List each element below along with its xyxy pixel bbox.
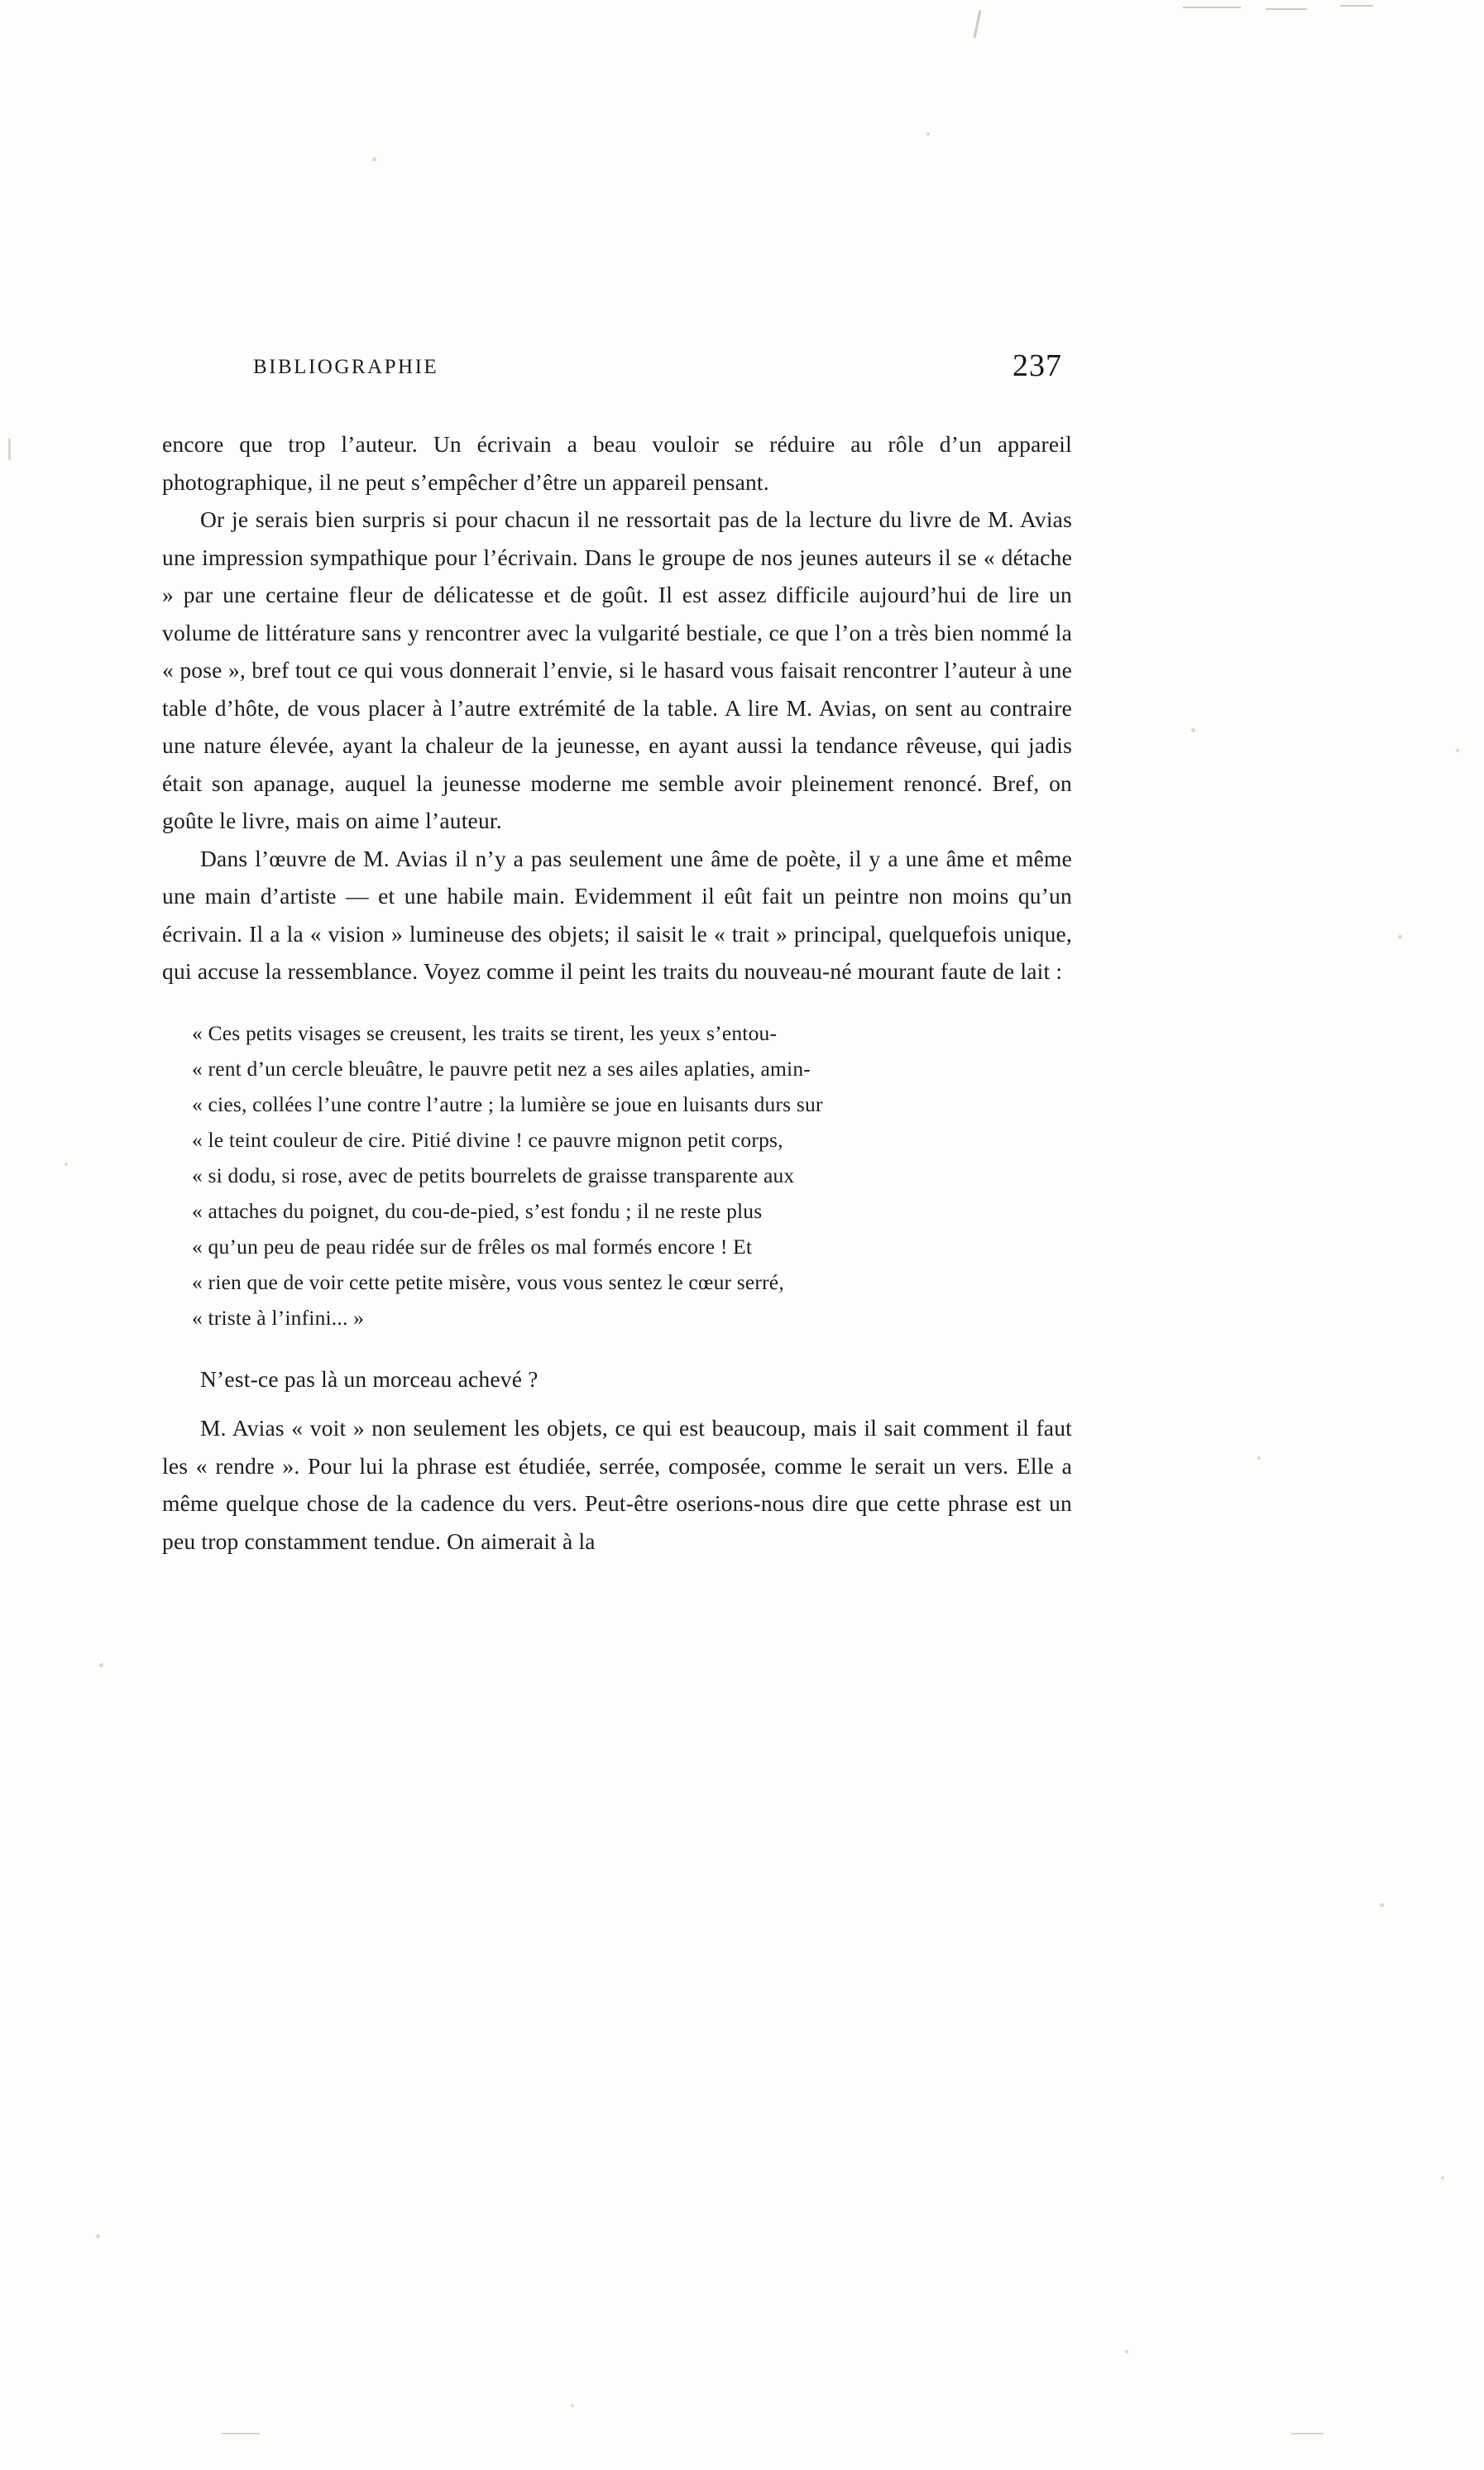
page-header bbox=[162, 348, 1072, 405]
paragraph: encore que trop l’auteur. Un écrivain a beau vouloir se réduire au rôle d’un appareil photographique, il ne peut s’empêcher d’être un appareil pensant. bbox=[162, 431, 1072, 495]
scan-mark bbox=[1266, 8, 1307, 10]
blockquote-line: « cies, collées l’une contre l’autre ; la lumière se joue en luisants durs sur bbox=[192, 1091, 823, 1116]
blockquote-line: « le teint couleur de cire. Pitié divine ! ce pauvre mignon petit corps, bbox=[192, 1127, 783, 1152]
page-edge-line bbox=[1290, 2433, 1324, 2434]
running-head: BIBLIOGRAPHIE bbox=[253, 356, 439, 378]
paragraph-spacer bbox=[162, 1398, 1072, 1409]
speck bbox=[1380, 1903, 1384, 1907]
page-content bbox=[162, 348, 1072, 1560]
blockquote-line: « triste à l’infini... » bbox=[192, 1305, 365, 1330]
page-edge-line bbox=[8, 439, 11, 460]
blockquote-line: « qu’un peu de peau ridée sur de frêles os mal formés encore ! Et bbox=[192, 1234, 753, 1259]
speck bbox=[1398, 935, 1402, 939]
speck bbox=[1257, 1456, 1261, 1460]
speck bbox=[1125, 2350, 1128, 2353]
speck bbox=[1441, 2176, 1444, 2180]
speck bbox=[1191, 728, 1195, 732]
speck bbox=[571, 2404, 574, 2407]
speck bbox=[372, 157, 376, 161]
paragraph: N’est-ce pas là un morceau achevé ? bbox=[200, 1365, 539, 1392]
speck bbox=[65, 1163, 68, 1166]
scan-mark bbox=[1340, 5, 1373, 7]
scan-mark bbox=[1183, 7, 1241, 8]
paragraph: Dans l’œuvre de M. Avias il n’y a pas seulement une âme de poète, il y a une âme et même une main d’artiste — et une habile main. Evidemment il eût fait un peintre non moins qu’un écrivain. Il a la « vision » lumineuse des objets; il saisit le « trait » principal, quelquefois unique, qui accuse la ressemblance. Voyez comme il peint les traits du nouveau-né mourant faute de lait : bbox=[162, 845, 1072, 984]
blockquote-line: « si dodu, si rose, avec de petits bourrelets de graisse transparente aux bbox=[192, 1163, 795, 1187]
blockquote-line: « rien que de voir cette petite misère, vous vous sentez le cœur serré, bbox=[192, 1269, 784, 1294]
page-edge-line bbox=[222, 2433, 260, 2434]
page-number: 237 bbox=[1012, 348, 1062, 383]
speck bbox=[96, 2234, 100, 2238]
speck bbox=[926, 132, 930, 136]
blockquote bbox=[162, 1015, 1072, 1336]
speck bbox=[1456, 749, 1459, 752]
blockquote-line: « Ces petits visages se creusent, les traits se tirent, les yeux s’entou- bbox=[192, 1020, 778, 1045]
scan-mark bbox=[973, 10, 981, 38]
speck bbox=[99, 1663, 103, 1667]
blockquote-line: « rent d’un cercle bleuâtre, le pauvre petit nez a ses ailes aplaties, amin- bbox=[192, 1056, 811, 1081]
paragraph: M. Avias « voit » non seulement les objets, ce qui est beaucoup, mais il sait comment il faut les « rendre ». Pour lui la phrase est étudiée, serrée, composée, comme le serait un vers. Elle a même quelque chose de la cadence du vers. Peut-être oserions-nous dire que cette phrase est un peu trop constamment tendue. On aimerait à la bbox=[162, 1415, 1072, 1554]
paragraph: Or je serais bien surpris si pour chacun il ne ressortait pas de la lecture du livre de M. Avias une impression sympathique pour l’écrivain. Dans le groupe de nos jeunes auteurs il se « détache » par une certaine fleur de délicatesse et de goût. Il est assez difficile aujourd’hui de lire un volume de littérature sans y rencontrer avec la vulgarité bestiale, ce que l’on a très bien nommé la « pose », bref tout ce qui vous donnerait l’envie, si le hasard vous faisait rencontrer l’auteur à une table d’hôte, de vous placer à l’autre extrémité de la table. A lire M. Avias, on sent au contraire une nature élevée, ayant la chaleur de la jeunesse, en ayant aussi la tendance rêveuse, qui jadis était son apanage, auquel la jeunesse moderne me semble avoir pleinement renoncé. Bref, on goûte le livre, mais on aime l’auteur. bbox=[162, 506, 1072, 833]
blockquote-line: « attaches du poignet, du cou-de-pied, s’est fondu ; il ne reste plus bbox=[192, 1198, 763, 1223]
